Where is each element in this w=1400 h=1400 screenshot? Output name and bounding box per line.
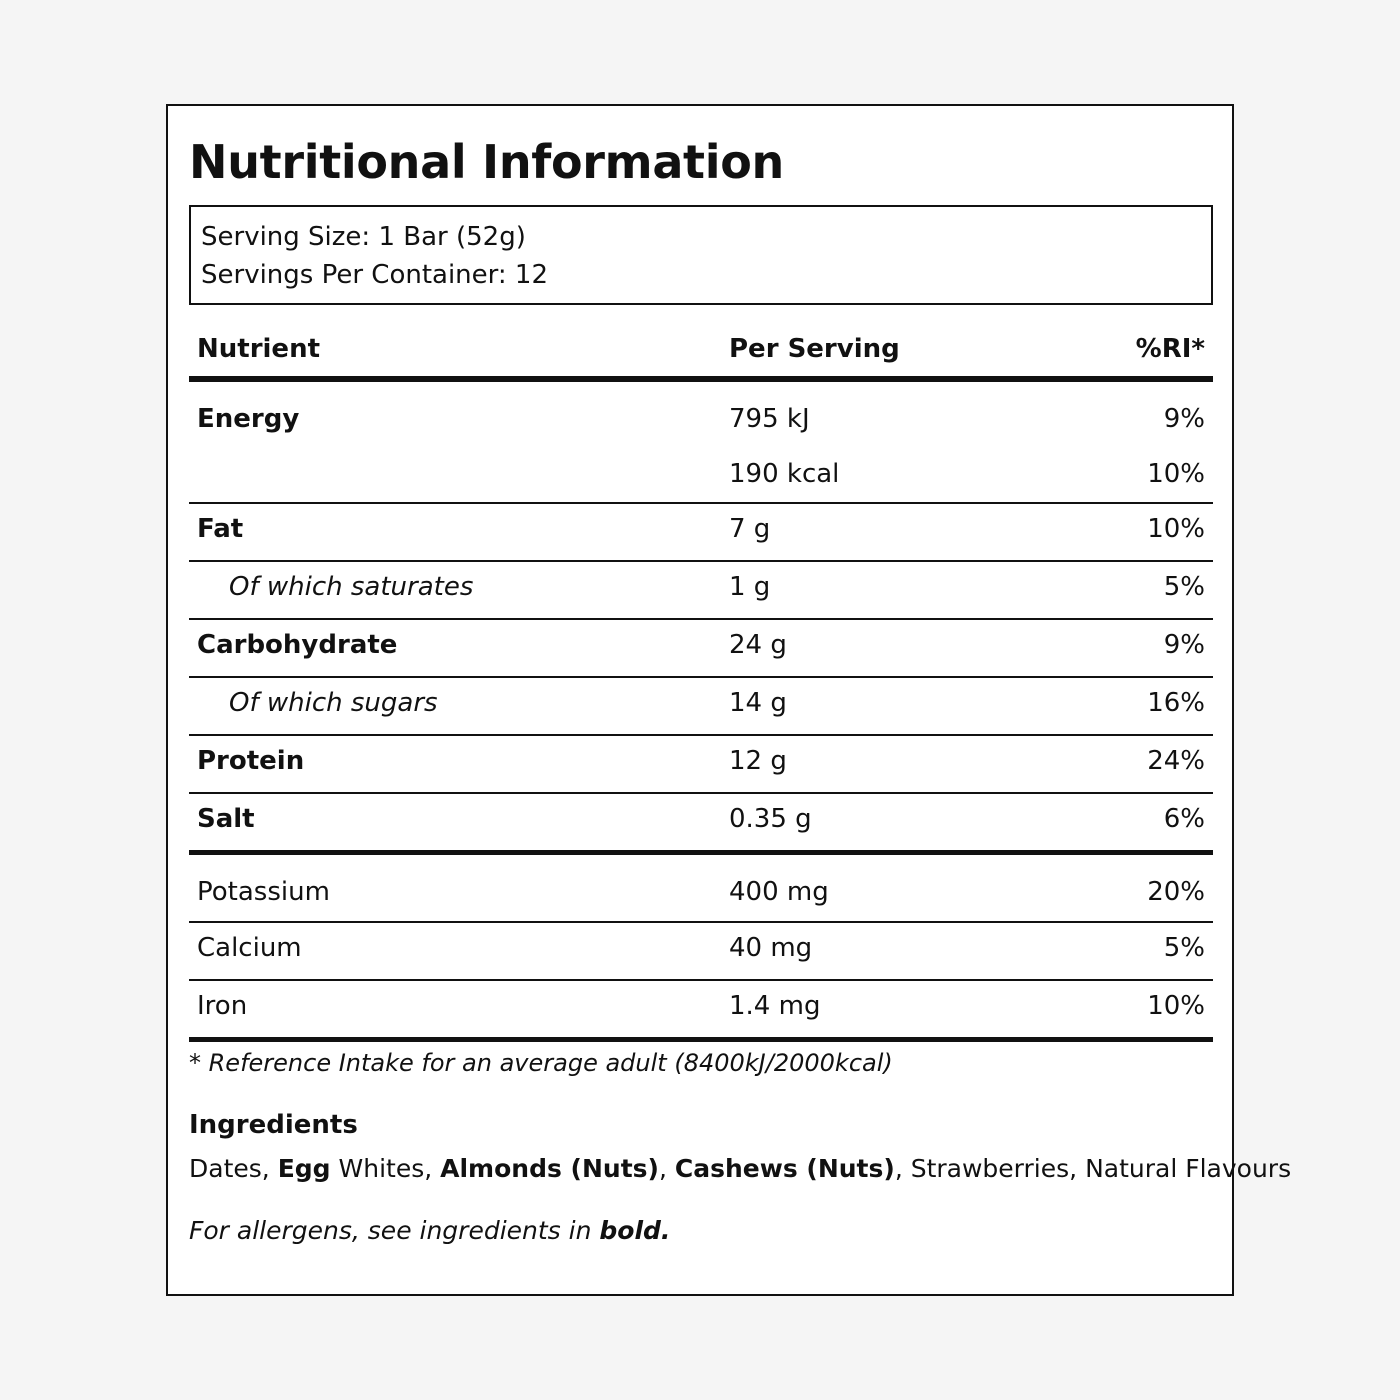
nutrient-value: 24 g	[729, 630, 787, 660]
nutrition-label	[166, 104, 1292, 1296]
nutrient-name: Of which saturates	[229, 572, 474, 602]
nutrient-value: 7 g	[729, 514, 771, 544]
ingredient-separator: ,	[261, 1154, 278, 1183]
ingredient-separator: ,	[658, 1154, 675, 1183]
nutrient-name: Protein	[197, 746, 305, 776]
table-row-energy-kcal	[189, 449, 1213, 504]
label-title: Nutritional Information	[189, 135, 784, 189]
table-row-calcium	[189, 923, 1213, 981]
nutrient-value: 12 g	[729, 746, 787, 776]
nutrient-value: 1.4 mg	[729, 991, 821, 1021]
ingredient-item: Dates	[189, 1154, 262, 1183]
table-row-fat	[189, 504, 1213, 562]
nutrient-ri: 9%	[1163, 630, 1205, 660]
nutrition-table	[189, 328, 1213, 1042]
nutrient-ri: 10%	[1147, 459, 1205, 489]
ingredient-allergen: Egg	[277, 1154, 331, 1183]
nutrient-ri: 10%	[1147, 991, 1205, 1021]
nutrient-name: Energy	[197, 404, 300, 434]
nutrient-ri: 16%	[1147, 688, 1205, 718]
header-ri: %RI*	[1135, 334, 1205, 364]
allergen-note-emphasis: bold.	[599, 1216, 671, 1245]
nutrient-ri: 5%	[1163, 572, 1205, 602]
nutrient-name: Iron	[197, 991, 248, 1021]
nutrient-value: 400 mg	[729, 877, 829, 907]
nutrient-name: Salt	[197, 804, 255, 834]
ingredient-item: Strawberries	[910, 1154, 1070, 1183]
nutrient-name: Calcium	[197, 933, 302, 963]
ingredient-allergen: Cashews (Nuts)	[674, 1154, 895, 1183]
table-row-carbohydrate	[189, 620, 1213, 678]
header-per-serving: Per Serving	[729, 334, 900, 364]
ingredient-separator: ,	[894, 1154, 911, 1183]
nutrient-name: Fat	[197, 514, 244, 544]
table-row-protein	[189, 736, 1213, 794]
servings-per-container: Servings Per Container: 12	[201, 260, 549, 290]
nutrient-ri: 20%	[1147, 877, 1205, 907]
nutrient-name: Potassium	[197, 877, 330, 907]
ingredient-item-suffix: Whites	[330, 1154, 425, 1183]
serving-size: Serving Size: 1 Bar (52g)	[201, 222, 526, 252]
nutrient-value: 14 g	[729, 688, 787, 718]
nutrient-ri: 6%	[1163, 804, 1205, 834]
nutrient-ri: 5%	[1163, 933, 1205, 963]
table-row-potassium	[189, 867, 1213, 923]
nutrient-ri: 9%	[1163, 404, 1205, 434]
nutrient-ri: 24%	[1147, 746, 1205, 776]
nutrient-name: Of which sugars	[229, 688, 438, 718]
ingredients-list	[189, 1151, 1291, 1187]
nutrient-value: 1 g	[729, 572, 771, 602]
ingredient-item: Natural Flavours	[1085, 1154, 1292, 1183]
table-row-iron	[189, 981, 1213, 1042]
reference-intake-footnote: * Reference Intake for an average adult (8400kJ/2000kcal)	[189, 1049, 893, 1077]
table-row-sugars	[189, 678, 1213, 736]
header-nutrient: Nutrient	[197, 334, 321, 364]
ingredient-separator: ,	[1069, 1154, 1086, 1183]
table-row-saturates	[189, 562, 1213, 620]
allergen-note-text: For allergens, see ingredients in	[189, 1216, 600, 1245]
nutrient-value: 190 kcal	[729, 459, 840, 489]
allergen-note	[189, 1213, 670, 1249]
table-row-energy-kj	[189, 394, 1213, 449]
ingredients-heading: Ingredients	[189, 1110, 358, 1140]
table-header-row	[189, 328, 1213, 382]
nutrient-ri: 10%	[1147, 514, 1205, 544]
nutrient-name: Carbohydrate	[197, 630, 398, 660]
table-row-salt	[189, 794, 1213, 855]
nutrient-value: 40 mg	[729, 933, 813, 963]
serving-info-box	[189, 205, 1213, 305]
nutrient-value: 795 kJ	[729, 404, 810, 434]
ingredient-separator: ,	[424, 1154, 441, 1183]
nutrient-value: 0.35 g	[729, 804, 812, 834]
ingredient-allergen: Almonds (Nuts)	[440, 1154, 659, 1183]
